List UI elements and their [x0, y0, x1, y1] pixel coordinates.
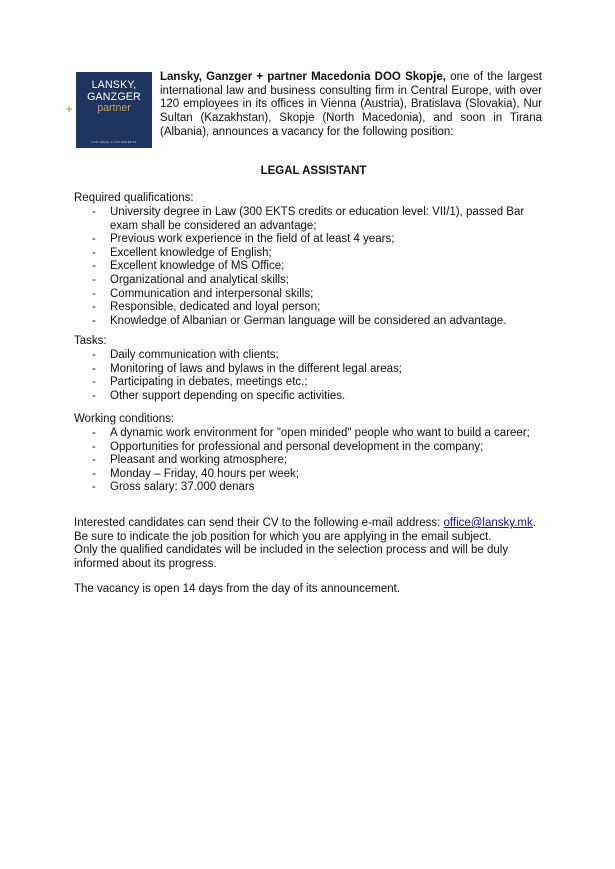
cv-instructions	[74, 517, 548, 531]
list-item: - Excellent knowledge of MS Office;	[74, 260, 544, 274]
logo-plus: +	[66, 104, 73, 116]
list-item: - Organizational and analytical skills;	[74, 274, 544, 288]
list-item: - Monday – Friday, 40 hours per week;	[74, 468, 544, 482]
cv-end: .	[532, 517, 536, 529]
list-item: - Pleasant and working atmosphere;	[74, 454, 544, 468]
logo-tagline: LGP LEGAL & TAX EXPERTS	[91, 140, 137, 144]
list-item: - Daily communication with clients;	[74, 349, 544, 363]
list-item: - Gross salary: 37.000 denars	[74, 481, 544, 495]
logo-line-3: partner	[97, 102, 131, 114]
list-item: - Opportunities for professional and personal development in the company;	[74, 441, 544, 455]
position-title	[40, 165, 615, 179]
logo-line-2: GANZGER	[87, 90, 141, 103]
logo-line-1: LANSKY,	[91, 79, 137, 91]
company-name: Lansky, Ganzger + partner Macedonia DOO Skopje,	[160, 71, 446, 83]
tasks-heading: Tasks:	[74, 335, 107, 347]
list-item: - Other support depending on specific activities.	[74, 390, 544, 404]
qualifications-heading: Required qualifications:	[74, 192, 194, 204]
list-item: - Responsible, dedicated and loyal person;	[74, 301, 544, 315]
list-item: - Previous work experience in the field of at least 4 years;	[74, 233, 544, 247]
list-item: - Communication and interpersonal skills;	[74, 288, 544, 302]
list-item: - Excellent knowledge of English;	[74, 247, 544, 261]
qualifications-list	[74, 206, 544, 328]
cv-text: Interested candidates can send their CV to the following e-mail address:	[74, 517, 444, 529]
conditions-list	[74, 427, 544, 495]
vacancy-notice: The vacancy is open 14 days from the day of its announcement.	[74, 583, 401, 595]
list-item: - Monitoring of laws and bylaws in the different legal areas;	[74, 363, 544, 377]
email-link[interactable]: office@lansky.mk	[443, 517, 533, 529]
tasks-list	[74, 349, 544, 403]
list-item: - Knowledge of Albanian or German language will be considered an advantage.	[74, 315, 544, 329]
selection-note: Only the qualified candidates will be included in the selection process and will be duly informed about its progress.	[74, 544, 509, 570]
company-logo	[66, 72, 152, 148]
list-item: - Participating in debates, meetings etc.;	[74, 376, 544, 390]
subject-note: Be sure to indicate the job position for which you are applying in the email subject.	[74, 530, 492, 543]
intro-paragraph	[160, 71, 542, 140]
position-title-text: LEGAL ASSISTANT	[260, 165, 367, 177]
list-item: - A dynamic work environment for "open minded" people who want to build a career;	[74, 427, 544, 441]
conditions-heading: Working conditions:	[74, 413, 175, 425]
list-item: - University degree in Law (300 EKTS credits or education level: VII/1), passed Bar exam shall be considered an advantage;	[74, 206, 544, 233]
intro-text: one of the largest international law and business consulting firm in Central Europe, with over 120 employees in its offices in Vienna (Austria), Bratislava (Slovakia), Nur Sultan (Kazakhstan), Skopje (North Macedonia), and soon in Tirana (Albania), announces a vacancy for the following position:	[160, 71, 542, 138]
closing-section	[74, 517, 548, 571]
